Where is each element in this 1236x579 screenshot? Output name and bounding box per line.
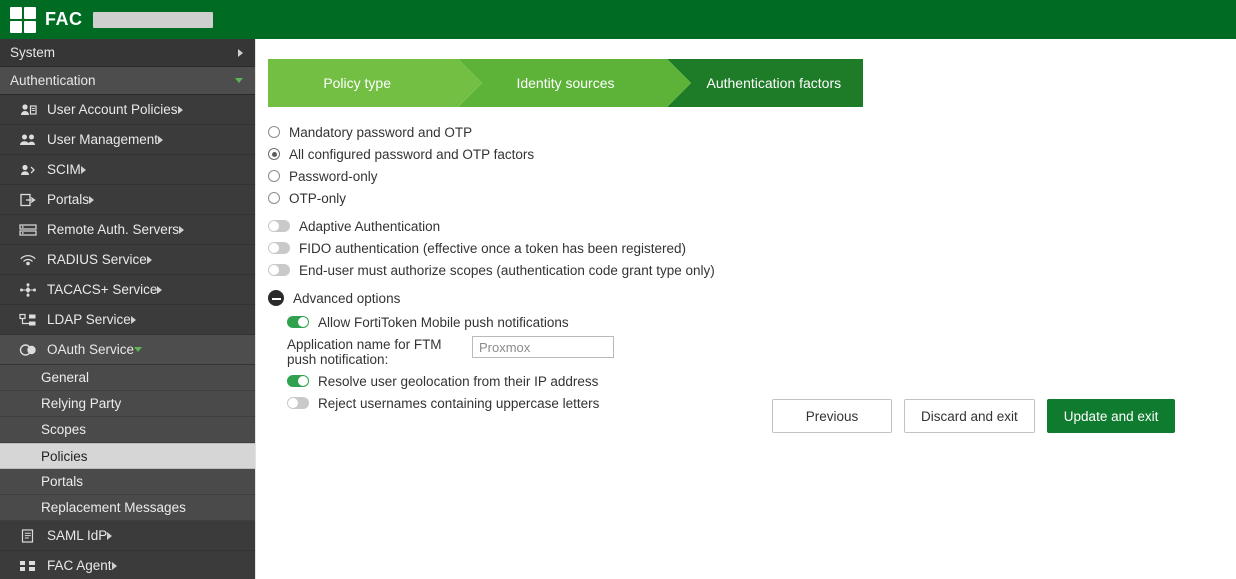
sidebar-item-saml-idp[interactable] [0, 521, 255, 551]
wizard-step-policy-type[interactable] [268, 59, 458, 107]
scim-icon [18, 162, 38, 178]
sidebar-subitem-label: Relying Party [41, 396, 122, 411]
app-header [0, 0, 1236, 39]
sidebar [0, 39, 255, 579]
grid-logo-icon[interactable] [10, 7, 36, 33]
chevron-right-icon [107, 532, 112, 540]
wizard-step-identity-sources[interactable] [458, 59, 666, 107]
toggle-allow-ftm-push[interactable] [268, 311, 1236, 333]
toggle-fido-authentication[interactable] [268, 237, 1236, 259]
users-icon [18, 132, 38, 148]
wizard-step-label: Identity sources [516, 75, 615, 91]
sidebar-item-label: System [10, 45, 56, 60]
form-actions [772, 399, 1175, 433]
oauth-icon [18, 342, 38, 358]
sidebar-subitem-label: Portals [41, 474, 84, 489]
sidebar-item-label: LDAP Service [47, 312, 131, 327]
sidebar-item-system[interactable] [0, 39, 255, 67]
radio-password-only[interactable] [268, 165, 1236, 187]
chevron-right-icon [147, 256, 152, 264]
sidebar-subitem-scopes[interactable] [0, 417, 255, 443]
toggle-label: Allow FortiToken Mobile push notifications [318, 314, 569, 330]
chevron-right-icon [178, 106, 183, 114]
ftm-application-name-label: Application name for FTM push notification: [287, 337, 442, 367]
chevron-down-icon [235, 78, 243, 83]
radio-label: All configured password and OTP factors [289, 146, 535, 162]
toggle-adaptive-authentication[interactable] [268, 215, 1236, 237]
sidebar-item-remote-auth-servers[interactable] [0, 215, 255, 245]
sidebar-subitem-general[interactable] [0, 365, 255, 391]
wizard-step-label: Policy type [323, 75, 392, 91]
chevron-right-icon [238, 49, 243, 57]
sidebar-item-radius-service[interactable] [0, 245, 255, 275]
sidebar-subitem-relying-party[interactable] [0, 391, 255, 417]
sidebar-item-label: Portals [47, 192, 90, 207]
ftm-application-name-input[interactable] [472, 336, 614, 358]
radio-label: Mandatory password and OTP [289, 124, 473, 140]
server-icon [18, 222, 38, 238]
user-policy-icon [18, 102, 38, 118]
chevron-right-icon [158, 136, 163, 144]
sidebar-item-label: OAuth Service [47, 342, 135, 357]
discard-and-exit-button[interactable]: Discard and exit [904, 399, 1035, 433]
sidebar-subitem-label: Replacement Messages [41, 500, 186, 515]
sidebar-subitem-policies[interactable] [0, 443, 255, 469]
radio-icon[interactable] [268, 192, 280, 204]
radio-all-configured-password-otp[interactable] [268, 143, 1236, 165]
sidebar-subitem-label: Policies [41, 448, 88, 464]
toggle-switch-icon[interactable] [268, 242, 290, 254]
sidebar-subitem-label: Scopes [41, 422, 87, 437]
toggle-label: End-user must authorize scopes (authentication code grant type only) [299, 262, 715, 278]
step-arrow-icon [458, 59, 482, 107]
sidebar-item-label: Remote Auth. Servers [47, 222, 180, 237]
radio-label: OTP-only [289, 190, 347, 206]
sidebar-item-label: FAC Agent [47, 558, 112, 573]
sidebar-item-user-account-policies[interactable] [0, 95, 255, 125]
toggle-switch-icon[interactable] [268, 264, 290, 276]
sidebar-subitem-replacement-messages[interactable] [0, 495, 255, 521]
wizard-steps [268, 59, 863, 107]
ldap-icon [18, 312, 38, 328]
sidebar-item-ldap-service[interactable] [0, 305, 255, 335]
sidebar-item-label: Authentication [10, 73, 96, 88]
main-content [255, 39, 1236, 579]
auth-factors-form [256, 107, 1236, 414]
portal-icon [18, 192, 38, 208]
sidebar-item-user-management[interactable] [0, 125, 255, 155]
previous-button[interactable]: Previous [772, 399, 892, 433]
sidebar-item-fac-agent[interactable] [0, 551, 255, 579]
sidebar-item-label: TACACS+ Service [47, 282, 158, 297]
sidebar-subitem-label: General [41, 370, 90, 385]
sidebar-item-authentication[interactable] [0, 67, 255, 95]
toggle-label: FIDO authentication (effective once a token has been registered) [299, 240, 686, 256]
chevron-right-icon [157, 286, 162, 294]
chevron-down-icon [134, 347, 142, 352]
toggle-resolve-geolocation[interactable] [268, 370, 1236, 392]
sidebar-item-label: RADIUS Service [47, 252, 147, 267]
chevron-right-icon [81, 166, 86, 174]
sidebar-subitem-portals[interactable] [0, 469, 255, 495]
toggle-label: Resolve user geolocation from their IP address [318, 373, 599, 389]
collapse-minus-icon[interactable] [268, 290, 284, 306]
radio-mandatory-password-otp[interactable] [268, 121, 1236, 143]
wizard-step-authentication-factors[interactable] [667, 59, 863, 107]
toggle-switch-icon[interactable] [287, 316, 309, 328]
advanced-options-label: Advanced options [293, 290, 401, 306]
radio-icon[interactable] [268, 126, 280, 138]
tacacs-icon [18, 282, 38, 298]
sidebar-item-tacacs-service[interactable] [0, 275, 255, 305]
agent-icon [18, 558, 38, 574]
toggle-switch-icon[interactable] [268, 220, 290, 232]
sidebar-item-scim[interactable] [0, 155, 255, 185]
radius-icon [18, 252, 38, 268]
step-arrow-icon [667, 59, 691, 107]
sidebar-item-portals[interactable] [0, 185, 255, 215]
chevron-right-icon [131, 316, 136, 324]
radio-icon[interactable] [268, 148, 280, 160]
chevron-right-icon [179, 226, 184, 234]
toggle-label: Reject usernames containing uppercase letters [318, 395, 600, 411]
saml-icon [18, 528, 38, 544]
sidebar-item-label: SCIM [47, 162, 81, 177]
chevron-right-icon [112, 562, 117, 570]
wizard-step-label: Authentication factors [706, 75, 842, 91]
toggle-switch-icon[interactable] [287, 375, 309, 387]
sidebar-item-label: User Management [47, 132, 159, 147]
radio-otp-only[interactable] [268, 187, 1236, 209]
redacted-hostname [93, 12, 213, 28]
ftm-application-name-row [268, 336, 1236, 367]
radio-label: Password-only [289, 168, 378, 184]
brand-title: FAC [45, 9, 83, 29]
sidebar-item-label: SAML IdP [47, 528, 108, 543]
body-wrapper [0, 39, 1236, 579]
chevron-right-icon [89, 196, 94, 204]
update-and-exit-button[interactable]: Update and exit [1047, 399, 1176, 433]
sidebar-item-oauth-service[interactable] [0, 335, 255, 365]
toggle-switch-icon[interactable] [287, 397, 309, 409]
radio-icon[interactable] [268, 170, 280, 182]
sidebar-item-label: User Account Policies [47, 102, 178, 117]
advanced-options-header[interactable] [268, 285, 1236, 311]
toggle-end-user-authorize-scopes[interactable] [268, 259, 1236, 281]
toggle-label: Adaptive Authentication [299, 218, 441, 234]
